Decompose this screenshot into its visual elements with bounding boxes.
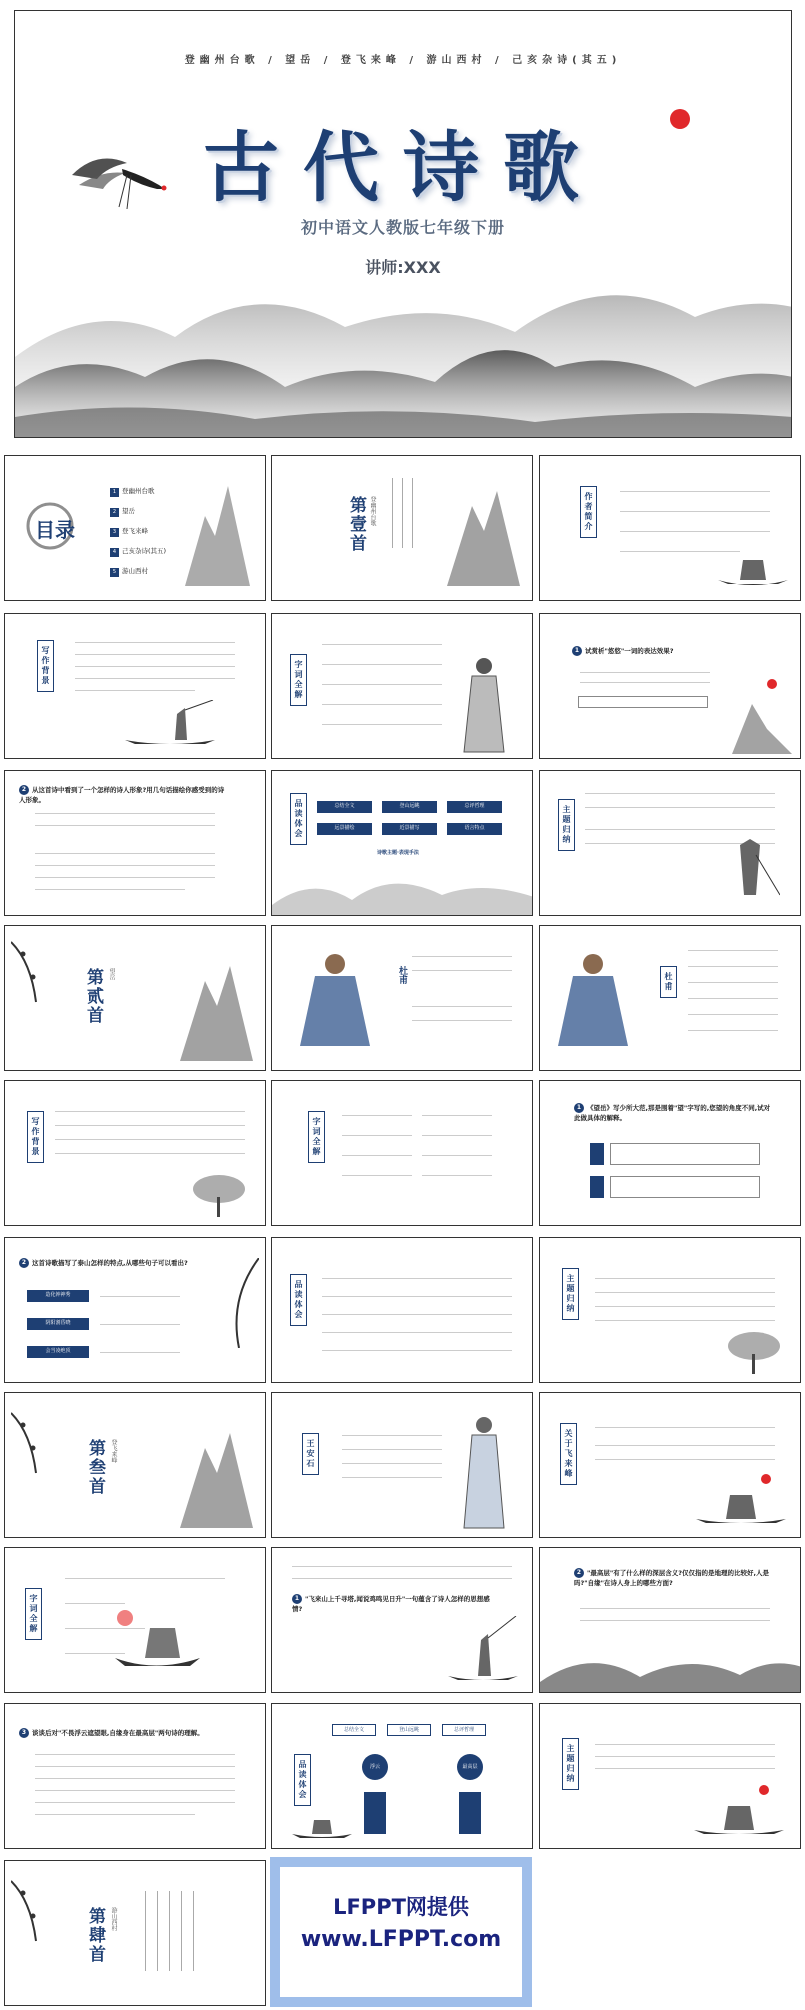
du-fu-portrait-icon	[548, 946, 638, 1056]
question-5: 1 "飞来山上千寻塔,闻说鸡鸣见日升"一句蕴含了诗人怎样的思想感情?	[292, 1595, 490, 1613]
ink-mountains-illustration	[272, 865, 533, 915]
section-4-text	[145, 1891, 245, 1981]
toc-item-3[interactable]: 3 登飞来峰	[110, 526, 148, 537]
tag-author: 作者简介	[580, 486, 597, 538]
section-2-poem: 望岳	[108, 968, 115, 980]
tag-theme: 主题归纳	[558, 799, 575, 851]
slide-theme-2[interactable]	[539, 1237, 801, 1383]
slide-question-2[interactable]	[4, 770, 266, 916]
fisherman-icon	[720, 835, 780, 905]
title-slide[interactable]	[14, 10, 792, 438]
scholar-figure-icon	[454, 654, 514, 754]
ink-mountain-icon	[442, 476, 522, 586]
tag-appreciate: 品读体会	[290, 793, 307, 845]
slide-section-3[interactable]	[4, 1392, 266, 1538]
flow-box: 远景描绘	[317, 823, 372, 835]
tag-about: 关于飞来峰	[560, 1423, 577, 1485]
answer-box	[610, 1176, 760, 1198]
ink-mountain-icon	[175, 1418, 255, 1528]
question-wangyue: 1 《望岳》写少所大范,那是围着"望"字写的,您望的角度不同,试对此做具体的解释。	[574, 1104, 771, 1122]
plum-branch-icon	[209, 1258, 259, 1348]
tag-theme: 主题归纳	[562, 1738, 579, 1790]
slide-question-wangyue[interactable]	[539, 1080, 801, 1226]
ink-landscape-icon	[732, 674, 792, 754]
ink-tree-icon	[724, 1326, 784, 1376]
ink-tree-icon	[189, 1169, 249, 1219]
question-7: 3 谈谈后对"不畏浮云遮望眼,自缘身在最高层"两句诗的理解。	[19, 1728, 239, 1738]
flow-box: 总结全文	[317, 801, 372, 813]
toc-item-5[interactable]: 5 游山西村	[110, 566, 148, 577]
slide-appreciate-1[interactable]	[271, 770, 533, 916]
slide-about-feilaifeng[interactable]	[539, 1392, 801, 1538]
plum-branch-icon	[11, 932, 61, 1012]
section-4-title: 第肆首	[85, 1907, 105, 1964]
answer-box	[610, 1143, 760, 1165]
section-3-title: 第叁首	[85, 1439, 105, 1496]
flow-circle: 浮云	[362, 1754, 388, 1780]
slide-question-1[interactable]	[539, 613, 801, 759]
question-1: 1 试赏析"悠悠"一词的表达效果?	[572, 646, 674, 656]
slide-section-4[interactable]	[4, 1860, 266, 2006]
flow-column	[364, 1792, 386, 1834]
toc-item-1[interactable]: 1 登幽州台歌	[110, 486, 155, 497]
boat-icon	[105, 1598, 205, 1688]
tag-words: 字词全解	[25, 1588, 42, 1640]
plum-branch-icon	[11, 1871, 61, 1951]
promo-banner[interactable]	[270, 1857, 532, 2007]
poem-titles-row: 登幽州台歌 / 望岳 / 登飞来峰 / 游山西村 / 己亥杂诗(其五)	[184, 55, 622, 66]
ink-mountain-icon	[180, 476, 255, 586]
section-3-poem: 登飞来峰	[110, 1439, 117, 1463]
tag-poet: 杜甫	[660, 966, 677, 998]
fisherman-icon	[448, 1616, 518, 1686]
toc-item-2[interactable]: 2 望岳	[110, 506, 135, 517]
tag-background: 写作背景	[37, 640, 54, 692]
promo-line-1: LFPPT网提供	[333, 1895, 469, 1919]
tag-appreciate: 品读体会	[294, 1754, 311, 1806]
question-4: 2 这首诗歌描写了泰山怎样的特点,从哪些句子可以看出?	[19, 1258, 239, 1268]
fisherman-icon	[125, 700, 215, 750]
poet-name: 杜甫	[397, 966, 407, 984]
section-2-title: 第贰首	[83, 968, 103, 1025]
slide-poet-du-fu[interactable]	[271, 925, 533, 1071]
poem-line-box: 造化钟神秀	[27, 1290, 89, 1302]
label-box	[590, 1176, 604, 1198]
boat-icon	[292, 1812, 352, 1842]
slide-appreciate-3[interactable]	[271, 1703, 533, 1849]
label-box	[590, 1143, 604, 1165]
tag-background: 写作背景	[27, 1111, 44, 1163]
main-title: 古代诗歌	[203, 123, 603, 212]
slide-words-3[interactable]	[4, 1547, 266, 1693]
slide-author[interactable]	[539, 455, 801, 601]
ink-mountains-illustration	[15, 237, 792, 437]
tag-theme: 主题归纳	[562, 1268, 579, 1320]
toc-label: 目录	[35, 518, 75, 542]
lecturer: 讲师:XXX	[365, 258, 441, 277]
slide-toc[interactable]	[4, 455, 266, 601]
slide-background-2[interactable]	[4, 1080, 266, 1226]
slide-theme-3[interactable]	[539, 1703, 801, 1849]
poem-line-box: 会当凌绝顶	[27, 1346, 89, 1358]
ink-mountains-illustration	[540, 1637, 801, 1692]
question-2: 2 从这首诗中看到了一个怎样的诗人形象?用几句话描绘你感受到的诗人形象。	[19, 786, 225, 804]
flow-box: 总评哲理	[447, 801, 502, 813]
slide-words-1[interactable]	[271, 613, 533, 759]
flow-box: 登山远眺	[382, 801, 437, 813]
du-fu-portrait-icon	[290, 946, 380, 1056]
flow-box: 近景描写	[382, 823, 437, 835]
section-1-text	[392, 478, 432, 558]
slide-words-2[interactable]	[271, 1080, 533, 1226]
slide-poet-du-fu-2[interactable]	[539, 925, 801, 1071]
boat-icon	[718, 550, 788, 590]
question-6: 2 "最高层"有了什么样的深层含义?仅仅指的是地理的比较好,人是吗?"自缘"在诗人身上的哪些方面?	[574, 1569, 770, 1587]
tag-appreciate: 品读体会	[290, 1274, 307, 1326]
ink-mountain-icon	[175, 951, 255, 1061]
tag-words: 字词全解	[308, 1111, 325, 1163]
slide-poet-wang-anshi[interactable]	[271, 1392, 533, 1538]
plum-branch-icon	[11, 1403, 61, 1483]
wang-anshi-figure-icon	[454, 1413, 514, 1533]
answer-box	[578, 696, 708, 708]
section-1-title: 第壹首	[346, 496, 366, 553]
section-4-poem: 游山西村	[110, 1907, 117, 1931]
slide-appreciate-2[interactable]	[271, 1237, 533, 1383]
slide-question-5[interactable]	[271, 1547, 533, 1693]
slide-question-7[interactable]	[4, 1703, 266, 1849]
slide-question-6[interactable]	[539, 1547, 801, 1693]
slide-section-1[interactable]	[271, 455, 533, 601]
flow-column	[459, 1792, 481, 1834]
promo-inner	[280, 1867, 522, 1997]
slide-theme-1[interactable]	[539, 770, 801, 916]
promo-url-link[interactable]: www.LFPPT.com	[300, 1927, 502, 1952]
tag-writer: 王安石	[302, 1433, 319, 1475]
boat-icon	[694, 1780, 784, 1840]
flow-box: 登山远眺	[387, 1724, 431, 1736]
subtitle: 初中语文人教版七年级下册	[300, 218, 505, 237]
slide-background-1[interactable]	[4, 613, 266, 759]
slide-question-4[interactable]	[4, 1237, 266, 1383]
poem-line-box: 阴阳割昏晓	[27, 1318, 89, 1330]
flow-box: 总评哲理	[442, 1724, 486, 1736]
flow-box: 语言特点	[447, 823, 502, 835]
flow-circle: 最高层	[457, 1754, 483, 1780]
toc-item-4[interactable]: 4 己亥杂诗(其五)	[110, 546, 166, 557]
section-1-poem: 登幽州台歌	[369, 496, 376, 526]
slide-section-2[interactable]	[4, 925, 266, 1071]
flow-box: 总结全文	[332, 1724, 376, 1736]
boat-icon	[696, 1469, 786, 1529]
tag-words: 字词全解	[290, 654, 307, 706]
flow-caption: 诗歌主题·表现手法	[377, 850, 419, 856]
